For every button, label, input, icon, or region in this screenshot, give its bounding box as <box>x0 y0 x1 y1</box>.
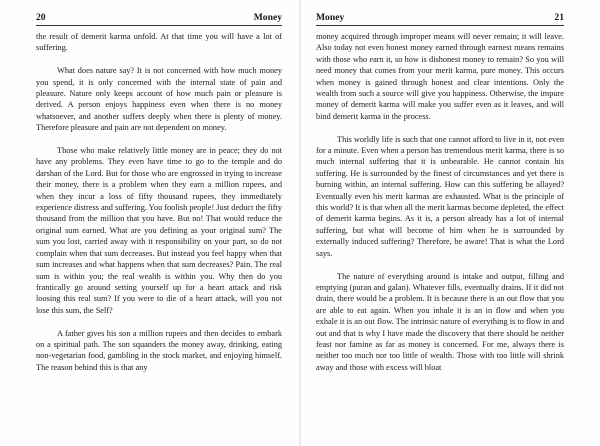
paragraph: A father gives his son a million rupees and then decides to embark on a spiritual path. The son squanders the money away, drinking, eating non-vegetarian food, gambling in the stock market, and enjoying himself. The reason behind this is that any <box>36 328 282 372</box>
paragraph: What does nature say? It is not concerned with how much money you spend, it is only concerned with the internal state of pain and pleasure. Nature only keeps account of how much pain or pleasure is derived. A person enjoys happiness even when there is no money whatsoever, and another suffers deeply when there is plenty of money. Therefore pleasure and pain are not dependent on money. <box>36 66 282 133</box>
paragraph: This worldly life is such that one cannot afford to live in it, not even for a minute. Even when a person has tremendous merit karma, there is so much internal suffering that it is unbearable. He cannot contain his suffering. He is surrounded by the finest of circumstances and yet there is burning within, an internal suffering. How can this suffering be allayed? Eventually even his merit karmas are exhausted. What is the principle of this world? It is that when all the merit karmas become depleted, the effect of demerit karma begins. As it is, a person already has a lot of internal suffering, but what will become of him when he is surrounded by externally induced suffering? Therefore, be aware! That is what the Lord says. <box>316 134 564 258</box>
page-number: 21 <box>554 12 564 23</box>
paragraph: money acquired through improper means will never remain; it will leave. Also today not even honest money earned through earnest means remains with those who earn it, so how is dishonest money to remain? So you will need money that comes from your merit karma, pure money. This occurs when money is gained through honest and clear intentions. Only the wealth from such a source will give you happiness. Otherwise, the impure money of demerit karma will make you suffer even as it leaves, and will bind demerit karma in the process. <box>316 32 564 121</box>
running-title: Money <box>316 12 345 23</box>
paragraph: The nature of everything around is intake and output, filling and emptying (puran and galan). Whatever fills, eventually drains. If it did not drain, there would be a problem. It is because there is an out flow that you are able to eat again. When you inhale it is an in flow and when you exhale it is an out flow. The intrinsic nature of everything is to flow in and out and that is why I have made the discovery that there should be neither feast nor famine as far as money is concerned. For me, always there is neither too much nor too little of wealth. Those with too little will shrink away and those with excess will bloat <box>316 271 564 372</box>
header-rule <box>36 25 282 26</box>
running-title: Money <box>253 12 282 23</box>
left-page-body <box>36 31 282 373</box>
paragraph: Those who make relatively little money are in peace; they do not have any problems. They even have time to go to the temple and do darshan of the Lord. But for those who are engrossed in trying to increase their money, there is a problem when they earn a million rupees, and when they incur a loss of fifty thousand rupees, they immediately experience distress and suffering. You foolish people! Just deduct the fifty thousand from the million that you have. But no! That would reduce the original sum earned. What are you defining as your original sum? The sum you lost, carried away with it responsibility on your part, so do not complain when that sum decreases. But instead you feel happy when that sum increases and what happens when that sum decreases? Pain. The real sum is within you; the real wealth is within you. Why then do you frantically go around setting yourself up for a heart attack and risk loosing this real sum? If you were to die of a heart attack, will you not lose this sum, the Self? <box>36 146 282 315</box>
right-page <box>300 0 600 446</box>
header-rule <box>316 25 564 26</box>
paragraph: the result of demerit karma unfold. At that time you will have a lot of suffering. <box>36 32 282 53</box>
page-number: 20 <box>36 12 46 23</box>
right-page-body <box>316 31 564 373</box>
